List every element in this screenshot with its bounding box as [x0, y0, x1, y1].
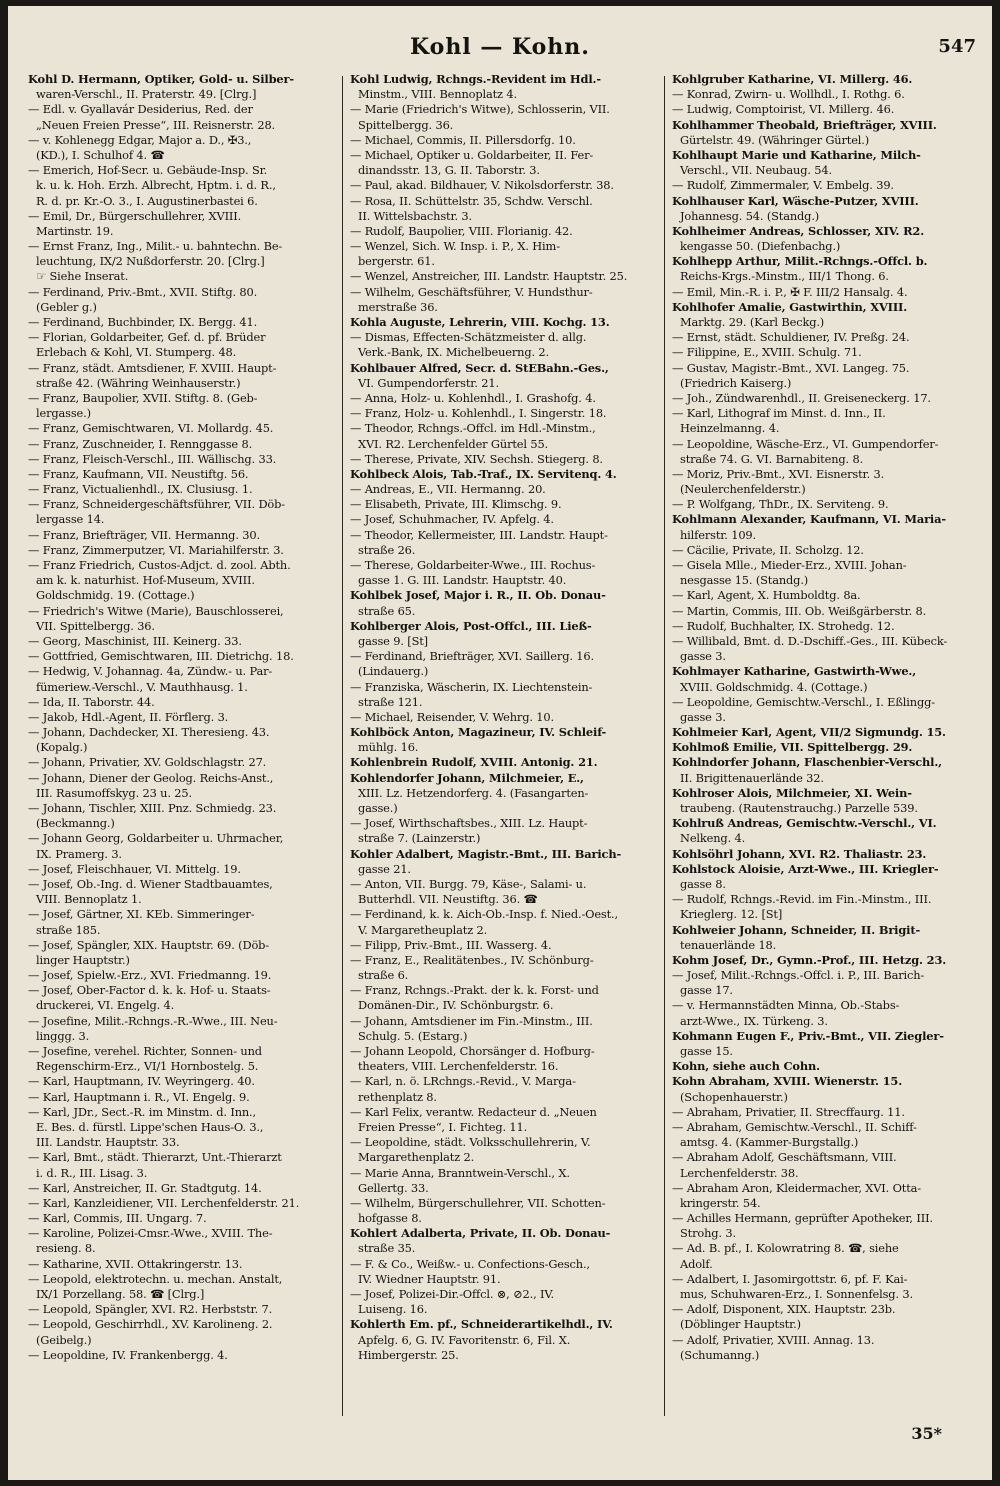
entry-line: — Josef, Wirthschaftsbes., XIII. Lz. Haupt- [350, 816, 588, 831]
entry-heading-line: Kohn, siehe auch Cohn. [672, 1059, 820, 1074]
entry-line: fümeriew.-Verschl., V. Mauthhausg. 1. [36, 679, 248, 694]
entry-line: Regenschirm-Erz., VI/1 Hornbostelg. 5. [36, 1059, 259, 1074]
entry-line: — Johann Georg, Goldarbeiter u. Uhrmacher, [28, 831, 284, 846]
entry-line: — Josef, Polizei-Dir.-Offcl. ⊗, ⊘2., IV. [350, 1287, 554, 1301]
entry-line: V. Margaretheuplatz 2. [358, 922, 488, 937]
entry-line: tenauerlände 18. [680, 937, 777, 952]
entry-line: straße 185. [36, 922, 101, 937]
column-2 [350, 72, 656, 1416]
entry-line: (Beckmanng.) [36, 816, 115, 831]
entry-heading-line: Kohlgruber Katharine, VI. Millerg. 46. [672, 72, 913, 86]
entry-line: Heinzelmanng. 4. [680, 421, 780, 436]
entry-line: rethenplatz 8. [358, 1089, 437, 1104]
column-1 [28, 72, 334, 1416]
entry-line: gasse 1. G. III. Landstr. Hauptstr. 40. [358, 573, 567, 588]
entry-heading-line: Kohlböck Anton, Magazineur, IV. Schleif- [350, 725, 607, 740]
entry-line: lergasse.) [36, 406, 91, 421]
entry-line: Domänen-Dir., IV. Schönburgstr. 6. [358, 998, 554, 1013]
entry-line: — Theodor, Rchngs.-Offcl. im Hdl.-Minstm., [350, 421, 596, 436]
entry-heading-line: Kohlmeier Karl, Agent, VII/2 Sigmundg. 15. [672, 725, 946, 740]
entry-line: — Adolf, Privatier, XVIII. Annag. 13. [672, 1332, 875, 1347]
entry-line: waren-Verschl., II. Praterstr. 49. [Clrg.] [36, 87, 257, 102]
entry-line: — Johann, Dachdecker, XI. Theresieng. 43. [28, 725, 270, 740]
entry-heading-line: Kohmann Eugen F., Priv.-Bmt., VII. Ziegler- [672, 1028, 944, 1043]
entry-line: — Anton, VII. Burgg. 79, Käse-, Salami- u. [350, 876, 587, 891]
entry-line: — Ludwig, Comptoirist, VI. Millerg. 46. [672, 102, 895, 117]
entry-line: III. Rasumoffskyg. 23 u. 25. [36, 785, 192, 800]
entry-line: (Friedrich Kaiserg.) [680, 375, 792, 390]
entry-line: — Karl Felix, verantw. Redacteur d. „Neuen [350, 1104, 597, 1119]
entry-heading-line: Kohlbauer Alfred, Secr. d. StEBahn.-Ges., [350, 360, 609, 375]
entry-line: Gürtelstr. 49. (Währinger Gürtel.) [680, 132, 870, 147]
entry-line: — Adolf, Disponent, XIX. Hauptstr. 23b. [672, 1302, 896, 1317]
entry-line: — Ernst Franz, Ing., Milit.- u. bahntechn. Be- [28, 239, 283, 254]
entry-line: — Ferdinand, Briefträger, XVI. Saillerg. 16. [350, 649, 594, 664]
entry-line: — v. Kohlenegg Edgar, Major a. D., ✠3., [28, 132, 252, 147]
entry-line: — Therese, Private, XIV. Sechsh. Stiegerg. 8. [350, 451, 603, 466]
entry-line: — Josef, Spielw.-Erz., XVI. Friedmanng. 19. [28, 968, 272, 983]
entry-line: i. d. R., III. Lisag. 3. [36, 1165, 148, 1180]
running-title: Kohl — Kohn. [410, 34, 590, 60]
entry-line: hilferstr. 109. [680, 527, 756, 542]
entry-line: — Franz, Baupolier, XVII. Stiftg. 8. (Geb- [28, 390, 258, 405]
entry-line: Erlebach & Kohl, VI. Stumperg. 48. [36, 345, 237, 360]
entry-line: — Dismas, Effecten-Schätzmeister d. allg. [350, 330, 587, 345]
entry-line: XVIII. Goldschmidg. 4. (Cottage.) [680, 679, 868, 694]
signature-mark: 35* [911, 1424, 942, 1443]
entry-line: — Franz, Briefträger, VII. Hermanng. 30. [28, 527, 260, 542]
entry-line: linger Hauptstr.) [36, 952, 130, 967]
entry-line: — Rudolf, Buchhalter, IX. Strohedg. 12. [672, 618, 895, 633]
entry-heading-line: Kohlndorfer Johann, Flaschenbier-Verschl., [672, 755, 942, 770]
entry-heading-line: Kohlendorfer Johann, Milchmeier, E., [350, 770, 584, 785]
entry-line: — Michael, Reisender, V. Wehrg. 10. [350, 709, 554, 724]
entry-line: mühlg. 16. [358, 740, 419, 755]
entry-line: — Franz, Schneidergeschäftsführer, VII. Döb- [28, 497, 285, 512]
entry-line: — Abraham Adolf, Geschäftsmann, VIII. [672, 1150, 897, 1165]
entry-line: — Abraham, Privatier, II. Strecffaurg. 11. [672, 1104, 905, 1119]
entry-line: — Joh., Zündwarenhdl., II. Greiseneckerg. 17. [672, 390, 931, 405]
entry-line: — Karl, Lithograf im Minst. d. Inn., II. [672, 406, 886, 421]
entry-line: gasse 8. [680, 876, 726, 891]
entry-line: — Franz, städt. Amtsdiener, F. XVIII. Haupt- [28, 360, 277, 375]
entry-line: dinandsstr. 13, G. II. Taborstr. 3. [358, 163, 540, 178]
entry-line: straße 65. [358, 603, 416, 618]
entry-line: — Franz, E., Realitätenbes., IV. Schönburg- [350, 952, 594, 967]
entry-line: Marktg. 29. (Karl Beckg.) [680, 315, 825, 329]
entry-line: — Martin, Commis, III. Ob. Weißgärberstr. 8. [672, 603, 927, 618]
entry-heading-line: Kohlmann Alexander, Kaufmann, VI. Maria- [672, 512, 946, 527]
entry-line: — Ferdinand, Buchbinder, IX. Bergg. 41. [28, 315, 258, 329]
entry-line: Margarethenplatz 2. [358, 1150, 475, 1165]
entry-line: — Franz, Zuschneider, I. Rennggasse 8. [28, 436, 253, 451]
column-3 [672, 72, 978, 1416]
entry-line: — Adalbert, I. Jasomirgottstr. 6, pf. F. Kai- [672, 1271, 908, 1286]
entry-heading-line: Kohler Adalbert, Magistr.-Bmt., III. Barich- [350, 846, 622, 861]
entry-line: — Katharine, XVII. Ottakringerstr. 13. [28, 1256, 243, 1271]
entry-line: — Ferdinand, k. k. Aich-Ob.-Insp. f. Nied.-Oest., [350, 907, 618, 922]
entry-line: k. u. k. Hoh. Erzh. Albrecht, Hptm. i. d. R., [36, 178, 276, 193]
entry-line: nesgasse 15. (Standg.) [680, 573, 809, 588]
entry-line: — Karl, Bmt., städt. Thierarzt, Unt.-Thierarzt [28, 1150, 282, 1165]
entry-line: merstraße 36. [358, 299, 438, 314]
entry-line: linggg. 3. [36, 1028, 90, 1043]
entry-line: — Josef, Gärtner, XI. KEb. Simmeringer- [28, 907, 255, 922]
entry-line: — Karl, Agent, X. Humboldtg. 8a. [672, 588, 861, 603]
entry-line: Butterhdl. VII. Neustiftg. 36. ☎ [358, 892, 538, 907]
entry-line: druckerei, VI. Engelg. 4. [36, 998, 175, 1013]
entry-line: — Franz, Kaufmann, VII. Neustiftg. 56. [28, 466, 249, 481]
entry-line: — Therese, Goldarbeiter-Wwe., III. Rochus- [350, 558, 596, 572]
entry-line: XVI. R2. Lerchenfelder Gürtel 55. [358, 436, 549, 451]
entry-line: — Franz, Victualienhdl., IX. Clusiusg. 1. [28, 482, 253, 497]
entry-line: — Marie Anna, Branntwein-Verschl., X. [350, 1165, 570, 1180]
entry-line: gasse 9. [St] [358, 633, 428, 648]
entry-line: straße 35. [358, 1241, 416, 1256]
entry-heading-line: Kohlhepp Arthur, Milit.-Rchngs.-Offcl. b. [672, 254, 928, 269]
entry-heading-line: Kohlheimer Andreas, Schlosser, XIV. R2. [672, 223, 925, 238]
entry-line: Goldschmidg. 19. (Cottage.) [36, 588, 195, 603]
entry-line: Nelkeng. 4. [680, 831, 746, 846]
entry-line: III. Landstr. Hauptstr. 33. [36, 1135, 180, 1150]
entry-line: — Franz, Fleisch-Verschl., III. Wällischg. 33. [28, 451, 277, 466]
entry-line: — Ad. B. pf., I. Kolowratring 8. ☎, siehe [672, 1241, 899, 1256]
entry-line: — Ernst, städt. Schuldiener, IV. Preßg. 24. [672, 330, 910, 345]
entry-line: amtsg. 4. (Kammer-Burgstallg.) [680, 1135, 859, 1150]
entry-line: — Theodor, Kellermeister, III. Landstr. Haupt- [350, 527, 608, 542]
entry-line: Freien Presse“, I. Fichteg. 11. [358, 1119, 528, 1134]
entry-line: — Johann, Privatier, XV. Goldschlagstr. 27. [28, 755, 267, 770]
entry-line: — Ferdinand, Priv.-Bmt., XVII. Stiftg. 80. [28, 284, 258, 299]
entry-line: — Rosa, II. Schüttelstr. 35, Schdw. Verschl. [350, 193, 593, 208]
entry-line: — Josef, Fleischhauer, VI. Mittelg. 19. [28, 861, 241, 876]
entry-heading-line: Kohn Abraham, XVIII. Wienerstr. 15. [672, 1074, 903, 1089]
entry-line: — Cäcilie, Private, II. Scholzg. 12. [672, 542, 864, 557]
entry-line: gasse.) [358, 801, 398, 815]
entry-line: am k. k. naturhist. Hof-Museum, XVIII. [36, 573, 255, 588]
entry-line: XIII. Lz. Hetzendorferg. 4. (Fasangarten- [358, 785, 589, 800]
entry-line: — Andreas, E., VII. Hermanng. 20. [350, 482, 546, 497]
entry-line: Martinstr. 19. [36, 223, 114, 238]
entry-line: — Karl, Commis, III. Ungarg. 7. [28, 1211, 207, 1226]
entry-line: — Leopold, Geschirrhdl., XV. Karolineng. 2. [28, 1317, 273, 1332]
entry-line: — Franz, Zimmerputzer, VI. Mariahilferstr. 3. [28, 542, 284, 557]
entry-heading-line: Kohlruß Andreas, Gemischtw.-Verschl., VI. [672, 816, 937, 831]
entry-heading-line: Kohlert Adalberta, Private, II. Ob. Donau- [350, 1226, 611, 1241]
entry-line: VIII. Bennoplatz 1. [36, 892, 142, 907]
entry-line: — Karl, Hauptmann, IV. Weyringerg. 40. [28, 1074, 255, 1089]
entry-line: gasse 3. [680, 649, 726, 664]
entry-line: — Jakob, Hdl.-Agent, II. Förflerg. 3. [28, 709, 229, 724]
entry-line: II. Wittelsbachstr. 3. [358, 208, 472, 223]
entry-line: E. Bes. d. fürstl. Lippe'schen Haus-O. 3., [36, 1119, 264, 1134]
entry-line: — Willibald, Bmt. d. D.-Dschiff.-Ges., III. Kübeck- [672, 633, 948, 648]
entry-line: Verschl., VII. Neubaug. 54. [680, 163, 832, 178]
entry-heading-line: Kohl Ludwig, Rchngs.-Revident im Hdl.- [350, 72, 601, 86]
entry-heading-line: Kohlberger Alois, Post-Offcl., III. Ließ- [350, 618, 592, 633]
entry-line: Strohg. 3. [680, 1226, 736, 1241]
entry-line: Spittelbergg. 36. [358, 117, 454, 132]
entry-line: — Karl, n. ö. LRchngs.-Revid., V. Marga- [350, 1074, 576, 1089]
entry-line: — Josef, Schuhmacher, IV. Apfelg. 4. [350, 512, 554, 527]
entry-line: — Rudolf, Baupolier, VIII. Florianig. 42. [350, 223, 573, 238]
entry-line: — Wenzel, Sich. W. Insp. i. P., X. Him- [350, 239, 560, 254]
entry-line: — Johann, Tischler, XIII. Pnz. Schmiedg. 23. [28, 801, 277, 815]
entry-line: — Karl, Hauptmann i. R., VI. Engelg. 9. [28, 1089, 250, 1104]
entry-line: — Johann, Amtsdiener im Fin.-Minstm., III. [350, 1013, 593, 1028]
entry-heading-line: Kohlhaupt Marie und Katharine, Milch- [672, 147, 921, 162]
entry-line: Reichs-Krgs.-Minstm., III/1 Thong. 6. [680, 269, 889, 284]
entry-heading-line: Kohlhauser Karl, Wäsche-Putzer, XVIII. [672, 193, 919, 208]
entry-line: — Leopoldine, Wäsche-Erz., VI. Gumpendorfer- [672, 436, 939, 451]
entry-line: Luiseng. 16. [358, 1302, 428, 1317]
entry-line: traubeng. (Rautenstrauchg.) Parzelle 539. [680, 801, 918, 815]
entry-line: (Lindauerg.) [358, 664, 429, 679]
entry-line: (Geibelg.) [36, 1332, 92, 1347]
entry-line: Krieglerg. 12. [St] [680, 907, 783, 922]
entry-line: — Karoline, Polizei-Cmsr.-Wwe., XVIII. The- [28, 1226, 273, 1241]
entry-line: — Rudolf, Rchngs.-Revid. im Fin.-Minstm., III. [672, 892, 932, 907]
entry-line: — Josef, Ob.-Ing. d. Wiener Stadtbauamtes, [28, 876, 273, 891]
entry-line: gasse 17. [680, 983, 733, 998]
entry-heading-line: Kohl D. Hermann, Optiker, Gold- u. Silber- [28, 72, 294, 86]
entry-line: — Marie (Friedrich's Witwe), Schlosserin, VII. [350, 102, 610, 117]
entry-line: — Franz, Holz- u. Kohlenhdl., I. Singerstr. 18. [350, 406, 607, 421]
entry-line: kringerstr. 54. [680, 1195, 761, 1210]
entry-line: Apfelg. 6, G. IV. Favoritenstr. 6, Fil. X. [358, 1332, 571, 1347]
entry-line: — P. Wolfgang, ThDr., IX. Serviteng. 9. [672, 497, 889, 512]
entry-line: — Abraham Aron, Kleidermacher, XVI. Otta- [672, 1180, 921, 1195]
entry-heading-line: Kohlenbrein Rudolf, XVIII. Antonig. 21. [350, 755, 598, 770]
entry-line: (Neulerchenfelderstr.) [680, 482, 806, 497]
entry-line: — Johann, Diener der Geolog. Reichs-Anst., [28, 770, 274, 785]
entry-line: — Achilles Hermann, geprüfter Apotheker, III. [672, 1211, 933, 1226]
entry-line: leuchtung, IX/2 Nußdorferstr. 20. [Clrg.] [36, 254, 265, 269]
entry-line: — Wilhelm, Geschäftsführer, V. Hundsthur- [350, 284, 593, 299]
entry-line: — Filipp, Priv.-Bmt., III. Wasserg. 4. [350, 937, 552, 952]
entry-heading-line: Kohlmoß Emilie, VII. Spittelbergg. 29. [672, 740, 913, 755]
entry-line: lergasse 14. [36, 512, 105, 527]
entry-heading-line: Kohlstock Aloisie, Arzt-Wwe., III. Kriegler- [672, 861, 939, 876]
entry-line: (Kopalg.) [36, 740, 88, 755]
entry-line: straße 7. (Lainzerstr.) [358, 831, 481, 846]
entry-line: — Karl, Anstreicher, II. Gr. Stadtgutg. 14. [28, 1180, 262, 1195]
entry-line: straße 26. [358, 542, 416, 557]
entry-line: — Hedwig, V. Johannag. 4a, Zündw.- u. Par- [28, 664, 273, 679]
entry-line: straße 74. G. VI. Barnabiteng. 8. [680, 451, 864, 466]
entry-line: — Michael, Optiker u. Goldarbeiter, II. Fer- [350, 147, 594, 162]
entry-heading-line: Kohlhofer Amalie, Gastwirthin, XVIII. [672, 299, 908, 314]
directory-columns [28, 72, 980, 1416]
entry-line: — Ida, II. Taborstr. 44. [28, 694, 155, 709]
entry-line: — Abraham, Gemischtw.-Verschl., II. Schiff- [672, 1119, 917, 1134]
entry-line: — Franz Friedrich, Custos-Adjct. d. zool. Abth. [28, 558, 291, 572]
entry-line: — Anna, Holz- u. Kohlenhdl., I. Grashofg. 4. [350, 390, 596, 405]
entry-heading-line: Kohlerth Em. pf., Schneiderartikelhdl., IV. [350, 1317, 613, 1332]
entry-line: — Josefine, Milit.-Rchngs.-R.-Wwe., III. Neu- [28, 1013, 278, 1028]
entry-line: VI. Gumpendorferstr. 21. [358, 375, 499, 390]
entry-line: — Leopoldine, Gemischtw.-Verschl., I. Eßlingg- [672, 694, 935, 709]
entry-line: gasse 3. [680, 709, 726, 724]
entry-line: — Edl. v. Gyallavár Desiderius, Red. der [28, 102, 253, 117]
entry-line: (Gebler g.) [36, 299, 97, 314]
entry-heading-line: Kohlroser Alois, Milchmeier, XI. Wein- [672, 785, 912, 800]
entry-line: — Emerich, Hof-Secr. u. Gebäude-Insp. Sr. [28, 163, 268, 178]
entry-line: — Paul, akad. Bildhauer, V. Nikolsdorferstr. 38. [350, 178, 614, 193]
entry-line: — Filippine, E., XVIII. Schulg. 71. [672, 345, 862, 360]
entry-line: — Karl, JDr., Sect.-R. im Minstm. d. Inn., [28, 1104, 257, 1119]
entry-line: — Franz, Rchngs.-Prakt. der k. k. Forst- und [350, 983, 599, 998]
column-rule [342, 76, 343, 1416]
entry-line: Johannesg. 54. (Standg.) [680, 208, 820, 223]
entry-line: IV. Wiedner Hauptstr. 91. [358, 1271, 501, 1286]
entry-line: II. Brigittenauerlände 32. [680, 770, 824, 785]
entry-line: (Schumanng.) [680, 1347, 760, 1362]
entry-line: — Gustav, Magistr.-Bmt., XVI. Langeg. 75. [672, 360, 910, 375]
entry-line: — Moriz, Priv.-Bmt., XVI. Eisnerstr. 3. [672, 466, 885, 481]
entry-line: Schulg. 5. (Estarg.) [358, 1028, 468, 1043]
entry-line: VII. Spittelbergg. 36. [36, 618, 155, 633]
entry-line: — F. & Co., Weißw.- u. Confections-Gesch., [350, 1256, 590, 1271]
entry-heading-line: Kohlmayer Katharine, Gastwirth-Wwe., [672, 664, 917, 679]
entry-line: — Karl, Kanzleidiener, VII. Lerchenfelderstr. 21. [28, 1195, 300, 1210]
entry-line: — Franziska, Wäscherin, IX. Liechtenstein- [350, 679, 593, 694]
entry-line: straße 121. [358, 694, 423, 709]
entry-line: straße 42. (Währing Weinhauserstr.) [36, 375, 241, 390]
entry-line: — Wenzel, Anstreicher, III. Landstr. Hauptstr. 25. [350, 269, 628, 284]
page-header [8, 34, 992, 62]
entry-line: bergerstr. 61. [358, 254, 435, 269]
page-number: 547 [938, 36, 976, 57]
entry-line: arzt-Wwe., IX. Türkeng. 3. [680, 1013, 828, 1028]
entry-heading-line: Kohlsöhrl Johann, XVI. R2. Thaliastr. 23. [672, 846, 927, 861]
entry-line: (Döblinger Hauptstr.) [680, 1317, 801, 1332]
entry-line: Verk.-Bank, IX. Michelbeuerng. 2. [358, 345, 549, 360]
entry-line: theaters, VIII. Lerchenfelderstr. 16. [358, 1059, 559, 1074]
entry-line: — Wilhelm, Bürgerschullehrer, VII. Schotten- [350, 1195, 606, 1210]
entry-line: — Emil, Min.-R. i. P., ✠ F. III/2 Hansalg. 4. [672, 284, 908, 299]
entry-line: Himbergerstr. 25. [358, 1347, 459, 1362]
entry-line: R. d. pr. Kr.-O. 3., I. Augustinerbastei 6. [36, 193, 258, 208]
entry-heading-line: Kohlweier Johann, Schneider, II. Brigit- [672, 922, 921, 937]
entry-line: — Leopold, elektrotechn. u. mechan. Anstalt, [28, 1271, 283, 1286]
entry-line: — Georg, Maschinist, III. Keinerg. 33. [28, 633, 242, 648]
entry-line: mus, Schuhwaren-Erz., I. Sonnenfelsg. 3. [680, 1287, 913, 1301]
entry-line: Adolf. [680, 1256, 713, 1271]
entry-line: (KD.), I. Schulhof 4. ☎ [36, 147, 165, 162]
entry-heading-line: Kohlbek Josef, Major i. R., II. Ob. Donau- [350, 588, 606, 603]
entry-heading-line: Kohm Josef, Dr., Gymn.-Prof., III. Hetzg. 23. [672, 952, 947, 967]
entry-line: — Josef, Milit.-Rchngs.-Offcl. i. P., III. Barich- [672, 968, 925, 983]
entry-line: — Emil, Dr., Bürgerschullehrer, XVIII. [28, 208, 242, 223]
entry-heading-line: Kohla Auguste, Lehrerin, VIII. Kochg. 13. [350, 315, 610, 329]
entry-line: Minstm., VIII. Bennoplatz 4. [358, 87, 517, 102]
entry-heading-line: Kohlbeck Alois, Tab.-Traf., IX. Servitenq. 4. [350, 466, 617, 481]
entry-line: „Neuen Freien Presse“, III. Reisnerstr. 28. [36, 117, 276, 132]
entry-line: gasse 15. [680, 1044, 733, 1058]
entry-line: hofgasse 8. [358, 1211, 422, 1226]
entry-line: Gellertg. 33. [358, 1180, 429, 1195]
entry-line: — Florian, Goldarbeiter, Gef. d. pf. Brüder [28, 330, 266, 345]
entry-line: IX. Pramerg. 3. [36, 846, 122, 861]
entry-line: — Josef, Ober-Factor d. k. k. Hof- u. Staats- [28, 983, 271, 998]
column-rule [664, 76, 665, 1416]
entry-line: resieng. 8. [36, 1241, 96, 1256]
entry-line: — Johann Leopold, Chorsänger d. Hofburg- [350, 1044, 595, 1058]
entry-line: — Gisela Mlle., Mieder-Erz., XVIII. Johan- [672, 558, 907, 572]
entry-line: ☞ Siehe Inserat. [36, 269, 129, 284]
entry-line: — Elisabeth, Private, III. Klimschg. 9. [350, 497, 562, 512]
entry-line: straße 6. [358, 968, 409, 983]
entry-line: Lerchenfelderstr. 38. [680, 1165, 799, 1180]
entry-line: — Leopoldine, städt. Volksschullehrerin, V. [350, 1135, 591, 1150]
entry-heading-line: Kohlhammer Theobald, Briefträger, XVIII. [672, 117, 937, 132]
directory-page [8, 6, 992, 1480]
entry-line: IX/1 Porzellang. 58. ☎ [Clrg.] [36, 1287, 205, 1301]
entry-line: — Franz, Gemischtwaren, VI. Mollardg. 45. [28, 421, 274, 436]
entry-line: — v. Hermannstädten Minna, Ob.-Stabs- [672, 998, 900, 1013]
entry-line: — Michael, Commis, II. Pillersdorfg. 10. [350, 132, 576, 147]
entry-line: — Rudolf, Zimmermaler, V. Embelg. 39. [672, 178, 894, 193]
entry-line: gasse 21. [358, 861, 411, 876]
entry-line: — Josefine, verehel. Richter, Sonnen- und [28, 1044, 262, 1058]
entry-line: — Gottfried, Gemischtwaren, III. Dietrichg. 18. [28, 649, 294, 664]
entry-line: — Josef, Spängler, XIX. Hauptstr. 69. (Döb- [28, 937, 270, 952]
entry-line: — Leopoldine, IV. Frankenbergg. 4. [28, 1347, 228, 1362]
entry-line: (Schopenhauerstr.) [680, 1089, 788, 1104]
entry-line: — Friedrich's Witwe (Marie), Bauschlosserei, [28, 603, 284, 618]
entry-line: kengasse 50. (Diefenbachg.) [680, 239, 841, 254]
entry-line: — Konrad, Zwirn- u. Wollhdl., I. Rothg. 6. [672, 87, 905, 102]
entry-line: — Leopold, Spängler, XVI. R2. Herbststr. 7. [28, 1302, 273, 1317]
